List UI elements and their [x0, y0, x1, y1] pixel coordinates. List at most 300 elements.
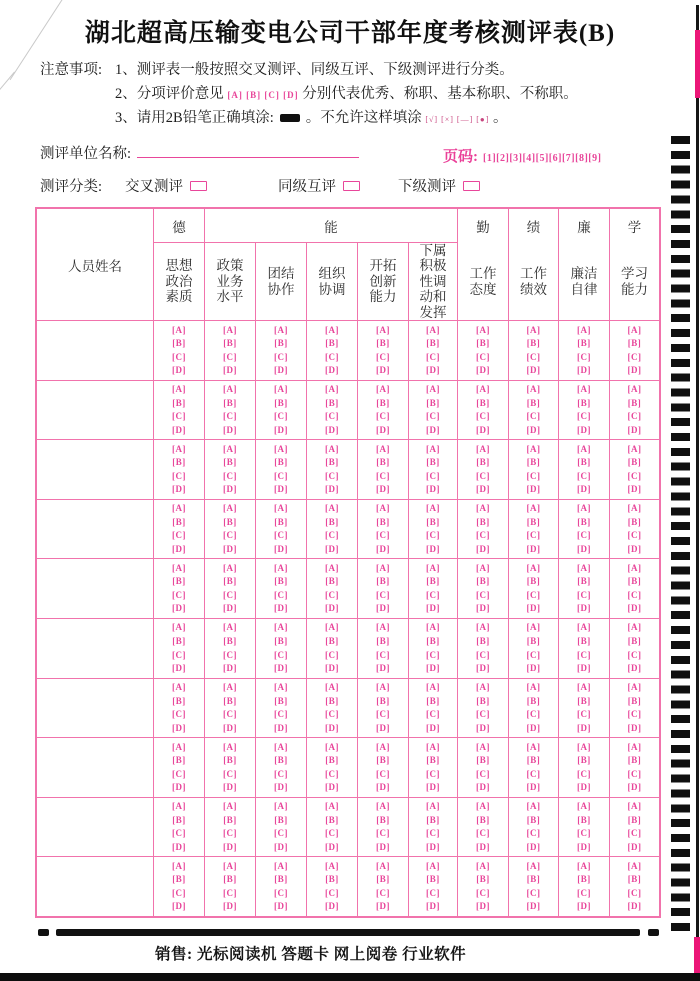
option-bubble[interactable]: [D] [376, 424, 390, 435]
option-bubble[interactable]: [D] [376, 841, 390, 852]
option-bubble[interactable]: [D] [325, 663, 339, 674]
name-cell[interactable] [37, 857, 153, 916]
option-bubble[interactable]: [A] [627, 503, 642, 514]
option-bubble[interactable]: [D] [274, 543, 288, 554]
name-cell[interactable] [37, 321, 153, 380]
option-bubble[interactable]: [B] [223, 338, 237, 349]
option-bubble[interactable]: [B] [627, 516, 642, 527]
option-bubble[interactable]: [C] [172, 709, 186, 720]
option-bubble[interactable]: [D] [325, 365, 339, 376]
option-bubble[interactable]: [B] [577, 516, 591, 527]
option-bubble[interactable]: [C] [627, 589, 642, 600]
option-bubble[interactable]: [B] [325, 397, 339, 408]
option-bubble[interactable]: [A] [172, 741, 186, 752]
option-bubble[interactable]: [B] [223, 874, 237, 885]
option-bubble[interactable]: [A] [172, 622, 186, 633]
option-bubble[interactable]: [B] [426, 636, 440, 646]
option-bubble[interactable]: [A] [223, 384, 237, 395]
option-bubble[interactable]: [C] [426, 649, 440, 660]
option-bubble[interactable]: [C] [577, 887, 591, 898]
option-bubble[interactable]: [B] [274, 755, 288, 766]
option-bubble[interactable]: [C] [325, 709, 339, 720]
option-bubble[interactable]: [B] [476, 695, 490, 706]
option-bubble[interactable]: [B] [223, 576, 237, 587]
option-bubble[interactable]: [C] [274, 351, 288, 362]
option-bubble[interactable]: [D] [325, 782, 339, 793]
option-bubble[interactable]: [C] [325, 351, 339, 362]
option-bubble[interactable]: [D] [577, 901, 591, 912]
option-bubble[interactable]: [D] [476, 365, 490, 376]
option-bubble[interactable]: [D] [325, 603, 339, 614]
option-bubble[interactable]: [D] [627, 663, 642, 674]
option-bubble[interactable]: [D] [325, 901, 339, 912]
option-bubble[interactable]: [B] [172, 516, 186, 527]
name-cell[interactable] [37, 559, 153, 618]
option-bubble[interactable]: [A] [526, 682, 541, 693]
option-bubble[interactable]: [B] [223, 397, 237, 408]
option-bubble[interactable]: [D] [376, 543, 390, 554]
option-bubble[interactable]: [A] [526, 801, 541, 812]
option-bubble[interactable]: [A] [577, 384, 591, 395]
option-bubble[interactable]: [B] [627, 576, 642, 587]
option-bubble[interactable]: [B] [376, 516, 390, 527]
option-bubble[interactable]: [B] [325, 814, 339, 825]
option-bubble[interactable]: [C] [172, 768, 186, 779]
option-bubble[interactable]: [C] [476, 589, 490, 600]
option-bubble[interactable]: [A] [426, 801, 440, 812]
option-bubble[interactable]: [D] [223, 722, 237, 733]
option-bubble[interactable]: [A] [476, 741, 490, 752]
option-bubble[interactable]: [B] [325, 338, 339, 349]
option-bubble[interactable]: [C] [627, 768, 642, 779]
option-bubble[interactable]: [D] [627, 722, 642, 733]
option-bubble[interactable]: [A] [274, 622, 288, 633]
option-bubble[interactable]: [D] [172, 782, 186, 793]
classification-checkbox[interactable] [463, 181, 480, 191]
option-bubble[interactable]: [B] [376, 338, 390, 349]
option-bubble[interactable]: [C] [376, 887, 390, 898]
option-bubble[interactable]: [B] [325, 516, 339, 527]
option-bubble[interactable]: [B] [526, 576, 541, 587]
option-bubble[interactable]: [C] [476, 470, 490, 481]
option-bubble[interactable]: [C] [526, 470, 541, 481]
option-bubble[interactable]: [D] [325, 722, 339, 733]
option-bubble[interactable]: [D] [577, 543, 591, 554]
option-bubble[interactable]: [A] [526, 860, 541, 871]
option-bubble[interactable]: [A] [577, 801, 591, 812]
option-bubble[interactable]: [B] [172, 397, 186, 408]
option-bubble[interactable]: [A] [274, 324, 288, 335]
option-bubble[interactable]: [B] [577, 755, 591, 766]
option-bubble[interactable]: [C] [376, 411, 390, 422]
option-bubble[interactable]: [A] [223, 622, 237, 633]
option-bubble[interactable]: [B] [476, 755, 490, 766]
option-bubble[interactable]: [C] [172, 530, 186, 541]
option-bubble[interactable]: [A] [577, 503, 591, 514]
option-bubble[interactable]: [B] [476, 636, 490, 646]
option-bubble[interactable]: [B] [627, 695, 642, 706]
option-bubble[interactable]: [D] [526, 543, 541, 554]
option-bubble[interactable]: [D] [376, 722, 390, 733]
option-bubble[interactable]: [D] [426, 603, 440, 614]
option-bubble[interactable]: [C] [325, 768, 339, 779]
option-bubble[interactable]: [C] [476, 709, 490, 720]
option-bubble[interactable]: [D] [476, 603, 490, 614]
option-bubble[interactable]: [C] [325, 828, 339, 839]
option-bubble[interactable]: [D] [172, 484, 186, 495]
option-bubble[interactable]: [D] [526, 841, 541, 852]
name-cell[interactable] [37, 500, 153, 559]
option-bubble[interactable]: [A] [476, 384, 490, 395]
option-bubble[interactable]: [C] [274, 709, 288, 720]
option-bubble[interactable]: [B] [526, 695, 541, 706]
option-bubble[interactable]: [C] [476, 828, 490, 839]
option-bubble[interactable]: [D] [274, 722, 288, 733]
option-bubble[interactable]: [A] [627, 682, 642, 693]
option-bubble[interactable]: [B] [325, 695, 339, 706]
option-bubble[interactable]: [C] [426, 709, 440, 720]
option-bubble[interactable]: [D] [223, 603, 237, 614]
option-bubble[interactable]: [B] [526, 338, 541, 349]
option-bubble[interactable]: [D] [526, 663, 541, 674]
option-bubble[interactable]: [B] [172, 636, 186, 646]
option-bubble[interactable]: [B] [172, 457, 186, 468]
option-bubble[interactable]: [D] [223, 543, 237, 554]
option-bubble[interactable]: [B] [426, 457, 440, 468]
option-bubble[interactable]: [C] [526, 411, 541, 422]
name-cell[interactable] [37, 440, 153, 499]
option-bubble[interactable]: [D] [172, 901, 186, 912]
option-bubble[interactable]: [B] [274, 814, 288, 825]
option-bubble[interactable]: [A] [172, 384, 186, 395]
option-bubble[interactable]: [D] [476, 663, 490, 674]
option-bubble[interactable]: [B] [526, 516, 541, 527]
option-bubble[interactable]: [B] [476, 516, 490, 527]
name-cell[interactable] [37, 738, 153, 797]
option-bubble[interactable]: [B] [627, 338, 642, 349]
option-bubble[interactable]: [C] [325, 411, 339, 422]
option-bubble[interactable]: [C] [577, 470, 591, 481]
option-bubble[interactable]: [A] [426, 443, 440, 454]
option-bubble[interactable]: [A] [274, 562, 288, 573]
option-bubble[interactable]: [C] [627, 470, 642, 481]
option-bubble[interactable]: [A] [426, 562, 440, 573]
option-bubble[interactable]: [B] [223, 457, 237, 468]
option-bubble[interactable]: [B] [274, 874, 288, 885]
option-bubble[interactable]: [B] [426, 874, 440, 885]
option-bubble[interactable]: [A] [526, 384, 541, 395]
option-bubble[interactable]: [D] [627, 365, 642, 376]
option-bubble[interactable]: [D] [274, 901, 288, 912]
option-bubble[interactable]: [C] [376, 470, 390, 481]
option-bubble[interactable]: [A] [426, 384, 440, 395]
option-bubble[interactable]: [A] [577, 741, 591, 752]
option-bubble[interactable]: [D] [172, 603, 186, 614]
option-bubble[interactable]: [C] [376, 828, 390, 839]
option-bubble[interactable]: [A] [627, 443, 642, 454]
option-bubble[interactable]: [D] [426, 722, 440, 733]
option-bubble[interactable]: [B] [426, 695, 440, 706]
option-bubble[interactable]: [C] [325, 530, 339, 541]
option-bubble[interactable]: [B] [172, 814, 186, 825]
option-bubble[interactable]: [A] [172, 443, 186, 454]
option-bubble[interactable]: [B] [476, 814, 490, 825]
option-bubble[interactable]: [D] [426, 841, 440, 852]
option-bubble[interactable]: [B] [476, 576, 490, 587]
option-bubble[interactable]: [C] [577, 649, 591, 660]
option-bubble[interactable]: [D] [577, 782, 591, 793]
option-bubble[interactable]: [D] [526, 603, 541, 614]
option-bubble[interactable]: [D] [426, 365, 440, 376]
option-bubble[interactable]: [B] [376, 755, 390, 766]
option-bubble[interactable]: [C] [376, 709, 390, 720]
option-bubble[interactable]: [D] [223, 424, 237, 435]
option-bubble[interactable]: [A] [577, 562, 591, 573]
option-bubble[interactable]: [A] [325, 562, 339, 573]
option-bubble[interactable]: [A] [577, 443, 591, 454]
option-bubble[interactable]: [C] [577, 709, 591, 720]
option-bubble[interactable]: [A] [526, 443, 541, 454]
option-bubble[interactable]: [C] [223, 530, 237, 541]
option-bubble[interactable]: [D] [627, 424, 642, 435]
option-bubble[interactable]: [A] [223, 443, 237, 454]
option-bubble[interactable]: [A] [476, 860, 490, 871]
option-bubble[interactable]: [D] [325, 424, 339, 435]
option-bubble[interactable]: [C] [627, 887, 642, 898]
option-bubble[interactable]: [D] [274, 603, 288, 614]
option-bubble[interactable]: [A] [172, 682, 186, 693]
option-bubble[interactable]: [D] [426, 782, 440, 793]
option-bubble[interactable]: [C] [325, 887, 339, 898]
option-bubble[interactable]: [B] [627, 755, 642, 766]
option-bubble[interactable]: [C] [172, 649, 186, 660]
option-bubble[interactable]: [B] [526, 874, 541, 885]
option-bubble[interactable]: [C] [376, 649, 390, 660]
option-bubble[interactable]: [C] [223, 470, 237, 481]
option-bubble[interactable]: [D] [526, 365, 541, 376]
option-bubble[interactable]: [C] [526, 709, 541, 720]
option-bubble[interactable]: [D] [476, 901, 490, 912]
option-bubble[interactable]: [B] [274, 636, 288, 646]
option-bubble[interactable]: [B] [274, 338, 288, 349]
option-bubble[interactable]: [B] [426, 338, 440, 349]
option-bubble[interactable]: [C] [526, 828, 541, 839]
option-bubble[interactable]: [D] [274, 782, 288, 793]
option-bubble[interactable]: [B] [325, 874, 339, 885]
name-cell[interactable] [37, 619, 153, 678]
option-bubble[interactable]: [B] [526, 636, 541, 646]
option-bubble[interactable]: [B] [627, 397, 642, 408]
option-bubble[interactable]: [B] [172, 338, 186, 349]
option-bubble[interactable]: [C] [627, 709, 642, 720]
option-bubble[interactable]: [A] [577, 682, 591, 693]
option-bubble[interactable]: [C] [526, 589, 541, 600]
option-bubble[interactable]: [D] [577, 484, 591, 495]
option-bubble[interactable]: [D] [274, 663, 288, 674]
option-bubble[interactable]: [A] [426, 622, 440, 633]
option-bubble[interactable]: [D] [577, 424, 591, 435]
option-bubble[interactable]: [D] [274, 484, 288, 495]
option-bubble[interactable]: [B] [426, 516, 440, 527]
option-bubble[interactable]: [A] [274, 682, 288, 693]
option-bubble[interactable]: [C] [526, 530, 541, 541]
name-cell[interactable] [37, 679, 153, 738]
option-bubble[interactable]: [A] [426, 682, 440, 693]
option-bubble[interactable]: [C] [426, 887, 440, 898]
option-bubble[interactable]: [D] [627, 543, 642, 554]
option-bubble[interactable]: [B] [376, 457, 390, 468]
option-bubble[interactable]: [A] [325, 682, 339, 693]
option-bubble[interactable]: [D] [476, 722, 490, 733]
option-bubble[interactable]: [D] [376, 365, 390, 376]
option-bubble[interactable]: [A] [274, 741, 288, 752]
option-bubble[interactable]: [D] [426, 424, 440, 435]
option-bubble[interactable]: [B] [274, 457, 288, 468]
option-bubble[interactable]: [C] [223, 768, 237, 779]
option-bubble[interactable]: [B] [577, 338, 591, 349]
option-bubble[interactable]: [B] [426, 576, 440, 587]
option-bubble[interactable]: [C] [526, 887, 541, 898]
option-bubble[interactable]: [D] [325, 841, 339, 852]
option-bubble[interactable]: [B] [577, 457, 591, 468]
option-bubble[interactable]: [D] [172, 663, 186, 674]
unit-name-input-line[interactable] [137, 141, 359, 158]
option-bubble[interactable]: [A] [426, 503, 440, 514]
option-bubble[interactable]: [C] [577, 589, 591, 600]
option-bubble[interactable]: [B] [526, 457, 541, 468]
option-bubble[interactable]: [B] [426, 814, 440, 825]
option-bubble[interactable]: [D] [476, 543, 490, 554]
option-bubble[interactable]: [A] [325, 801, 339, 812]
option-bubble[interactable]: [A] [627, 324, 642, 335]
option-bubble[interactable]: [A] [376, 562, 390, 573]
option-bubble[interactable]: [A] [223, 801, 237, 812]
option-bubble[interactable]: [B] [172, 874, 186, 885]
option-bubble[interactable]: [D] [526, 722, 541, 733]
option-bubble[interactable]: [D] [476, 841, 490, 852]
option-bubble[interactable]: [A] [274, 384, 288, 395]
option-bubble[interactable]: [C] [426, 411, 440, 422]
option-bubble[interactable]: [D] [526, 782, 541, 793]
option-bubble[interactable]: [B] [526, 397, 541, 408]
option-bubble[interactable]: [C] [426, 589, 440, 600]
option-bubble[interactable]: [A] [223, 682, 237, 693]
option-bubble[interactable]: [A] [223, 741, 237, 752]
option-bubble[interactable]: [C] [526, 768, 541, 779]
option-bubble[interactable]: [A] [526, 503, 541, 514]
option-bubble[interactable]: [C] [376, 351, 390, 362]
option-bubble[interactable]: [A] [426, 324, 440, 335]
option-bubble[interactable]: [B] [577, 814, 591, 825]
option-bubble[interactable]: [B] [223, 814, 237, 825]
option-bubble[interactable]: [C] [274, 828, 288, 839]
option-bubble[interactable]: [C] [476, 530, 490, 541]
option-bubble[interactable]: [B] [325, 457, 339, 468]
option-bubble[interactable]: [C] [172, 470, 186, 481]
option-bubble[interactable]: [A] [376, 443, 390, 454]
option-bubble[interactable]: [D] [274, 424, 288, 435]
option-bubble[interactable]: [A] [476, 503, 490, 514]
option-bubble[interactable]: [D] [627, 603, 642, 614]
option-bubble[interactable]: [D] [426, 901, 440, 912]
option-bubble[interactable]: [A] [526, 622, 541, 633]
option-bubble[interactable]: [B] [526, 755, 541, 766]
name-cell[interactable] [37, 798, 153, 857]
option-bubble[interactable]: [D] [376, 782, 390, 793]
option-bubble[interactable]: [D] [476, 424, 490, 435]
option-bubble[interactable]: [D] [223, 663, 237, 674]
option-bubble[interactable]: [D] [476, 782, 490, 793]
option-bubble[interactable]: [A] [172, 801, 186, 812]
option-bubble[interactable]: [B] [376, 636, 390, 646]
option-bubble[interactable]: [A] [476, 324, 490, 335]
option-bubble[interactable]: [C] [577, 530, 591, 541]
option-bubble[interactable]: [C] [172, 828, 186, 839]
option-bubble[interactable]: [C] [476, 649, 490, 660]
option-bubble[interactable]: [B] [476, 397, 490, 408]
option-bubble[interactable]: [A] [223, 860, 237, 871]
option-bubble[interactable]: [A] [627, 622, 642, 633]
option-bubble[interactable]: [D] [577, 722, 591, 733]
option-bubble[interactable]: [B] [627, 814, 642, 825]
option-bubble[interactable]: [C] [376, 530, 390, 541]
option-bubble[interactable]: [A] [426, 741, 440, 752]
option-bubble[interactable]: [C] [426, 351, 440, 362]
option-bubble[interactable]: [D] [172, 722, 186, 733]
option-bubble[interactable]: [B] [476, 457, 490, 468]
option-bubble[interactable]: [B] [376, 576, 390, 587]
option-bubble[interactable]: [B] [476, 338, 490, 349]
option-bubble[interactable]: [D] [376, 901, 390, 912]
option-bubble[interactable]: [B] [577, 397, 591, 408]
option-bubble[interactable]: [C] [526, 351, 541, 362]
option-bubble[interactable]: [A] [376, 860, 390, 871]
option-bubble[interactable]: [B] [325, 576, 339, 587]
option-bubble[interactable]: [C] [577, 351, 591, 362]
option-bubble[interactable]: [C] [476, 887, 490, 898]
option-bubble[interactable]: [C] [577, 768, 591, 779]
option-bubble[interactable]: [C] [223, 709, 237, 720]
option-bubble[interactable]: [D] [426, 543, 440, 554]
option-bubble[interactable]: [A] [376, 384, 390, 395]
option-bubble[interactable]: [D] [526, 901, 541, 912]
option-bubble[interactable]: [A] [223, 562, 237, 573]
option-bubble[interactable]: [C] [223, 887, 237, 898]
option-bubble[interactable]: [D] [526, 484, 541, 495]
option-bubble[interactable]: [C] [426, 768, 440, 779]
option-bubble[interactable]: [A] [325, 384, 339, 395]
option-bubble[interactable]: [C] [577, 828, 591, 839]
option-bubble[interactable]: [C] [223, 589, 237, 600]
option-bubble[interactable]: [A] [274, 860, 288, 871]
option-bubble[interactable]: [D] [426, 663, 440, 674]
option-bubble[interactable]: [C] [627, 530, 642, 541]
option-bubble[interactable]: [A] [426, 860, 440, 871]
option-bubble[interactable]: [A] [376, 682, 390, 693]
option-bubble[interactable]: [A] [577, 860, 591, 871]
option-bubble[interactable]: [D] [223, 841, 237, 852]
option-bubble[interactable]: [A] [526, 324, 541, 335]
option-bubble[interactable]: [B] [376, 397, 390, 408]
option-bubble[interactable]: [B] [274, 516, 288, 527]
option-bubble[interactable]: [C] [223, 649, 237, 660]
option-bubble[interactable]: [D] [526, 424, 541, 435]
option-bubble[interactable]: [C] [172, 351, 186, 362]
option-bubble[interactable]: [D] [577, 663, 591, 674]
option-bubble[interactable]: [C] [577, 411, 591, 422]
option-bubble[interactable]: [D] [274, 365, 288, 376]
option-bubble[interactable]: [B] [325, 755, 339, 766]
